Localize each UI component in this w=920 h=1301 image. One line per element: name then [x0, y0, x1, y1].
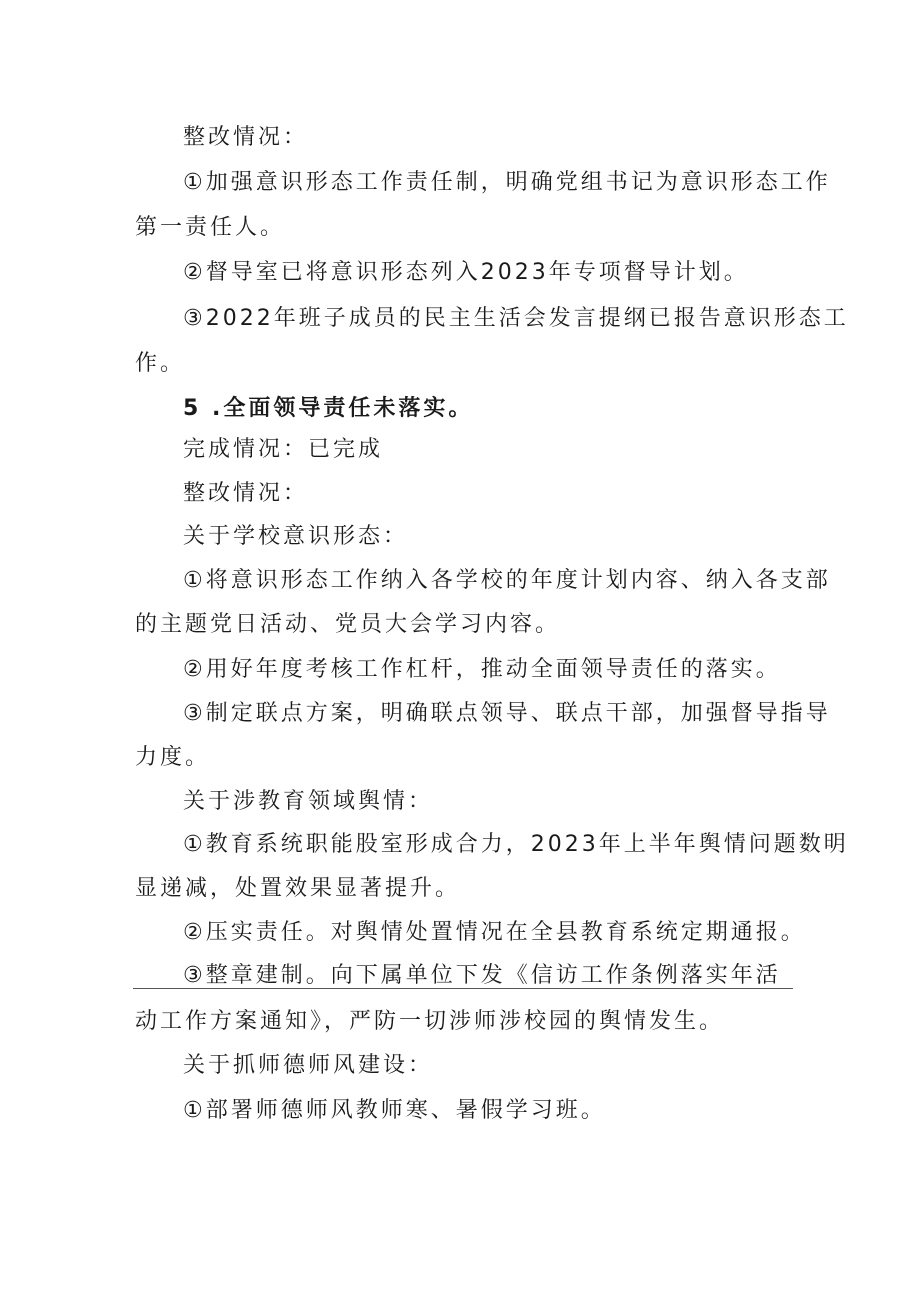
paragraph-line: 显递减，处置效果显著提升。: [135, 876, 461, 901]
paragraph-line: 第一责任人。: [135, 215, 286, 240]
paragraph-line: ①部署师德师风教师寒、暑假学习班。: [183, 1098, 606, 1123]
paragraph-line: 的主题党日活动、党员大会学习内容。: [135, 612, 561, 637]
subheading-school-ideology: 关于学校意识形态：: [183, 524, 409, 549]
heading-rectification-status: 整改情况：: [183, 481, 309, 506]
paragraph-line: ①教育系统职能股室形成合力，2023年上半年舆情问题数明: [183, 832, 849, 857]
paragraph-line: 作。: [135, 351, 186, 376]
heading-rectification-status: 整改情况：: [183, 125, 309, 150]
paragraph-line: ②用好年度考核工作杠杆，推动全面领导责任的落实。: [183, 657, 781, 682]
subheading-teacher-ethics: 关于抓师德师风建设：: [183, 1053, 434, 1078]
paragraph-line: ②督导室已将意识形态列入2023年专项督导计划。: [183, 260, 749, 285]
subheading-public-opinion: 关于涉教育领域舆情：: [183, 789, 434, 814]
paragraph-line: ①将意识形态工作纳入各学校的年度计划内容、纳入各支部: [183, 568, 831, 593]
completion-status: 完成情况：已完成: [183, 437, 384, 462]
paragraph-line: ①加强意识形态工作责任制，明确党组书记为意识形态工作: [183, 170, 831, 195]
section-heading: 5 .全面领导责任未落实。: [183, 396, 474, 421]
paragraph-line: ③2022年班子成员的民主生活会发言提纲已报告意识形态工: [183, 306, 849, 331]
paragraph-line: 力度。: [135, 745, 211, 770]
page-divider: [133, 988, 793, 989]
paragraph-line: ②压实责任。对舆情处置情况在全县教育系统定期通报。: [183, 920, 806, 945]
paragraph-line: ③整章建制。向下属单位下发《信访工作条例落实年活: [183, 963, 781, 988]
paragraph-line: ③制定联点方案，明确联点领导、联点干部，加强督导指导: [183, 701, 831, 726]
paragraph-line: 动工作方案通知》，严防一切涉师涉校园的舆情发生。: [135, 1009, 725, 1034]
